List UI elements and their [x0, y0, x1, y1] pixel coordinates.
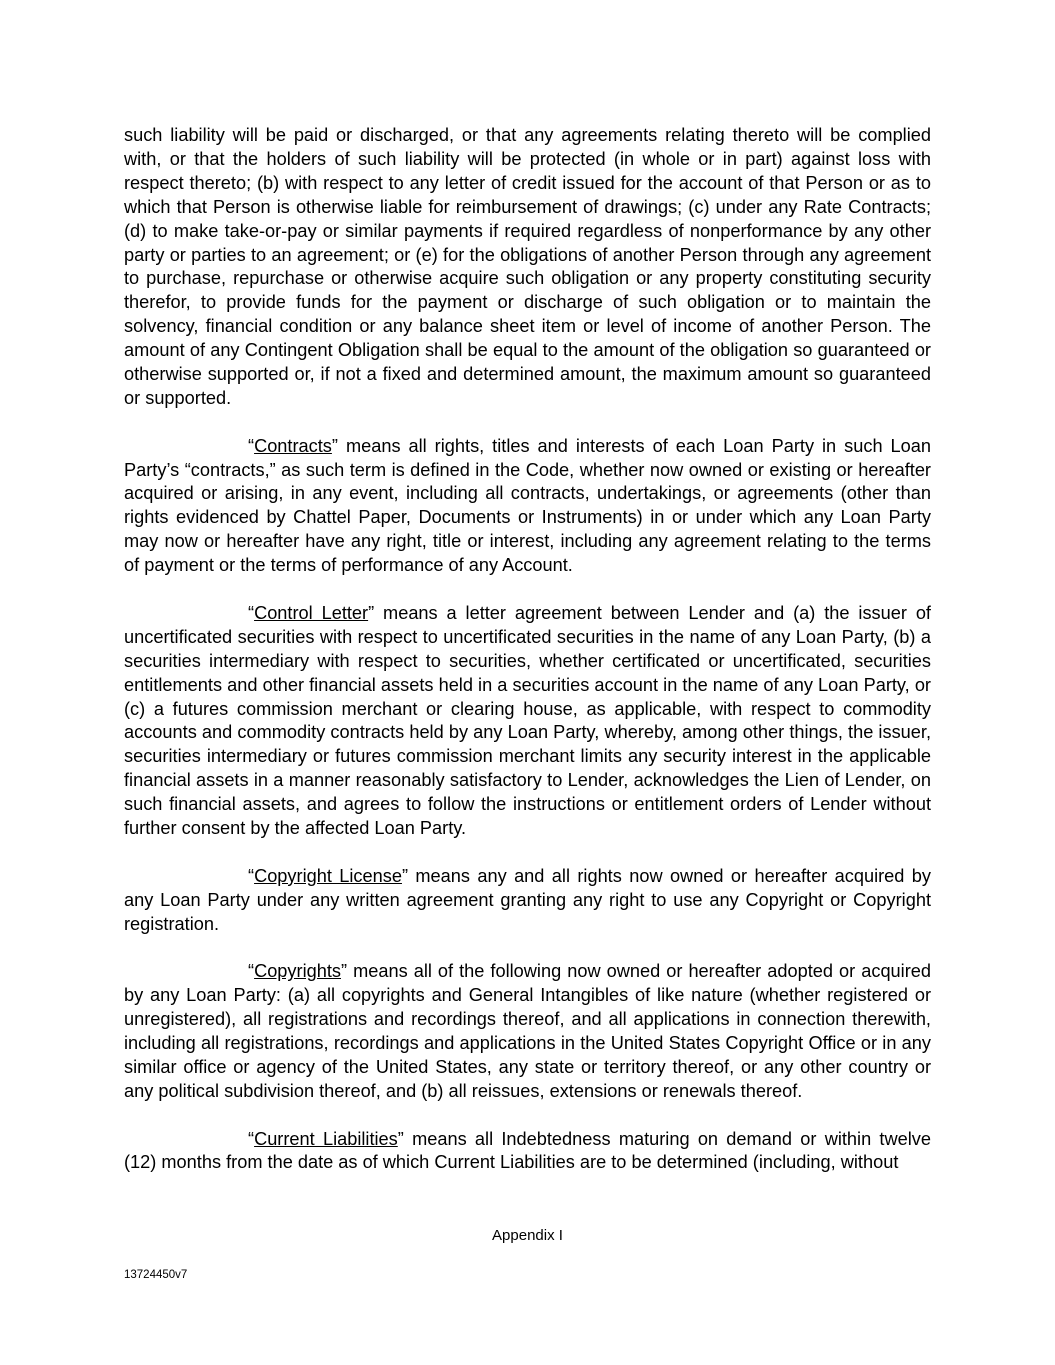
document-id: 13724450v7: [124, 1269, 188, 1281]
definition-paragraph-control-letter: [124, 602, 931, 841]
definition-text: means any and all rights now owned or hereafter acquired by any Loan Party under any written agreement granting any right to use any Copyright or Copyright registration.: [124, 865, 931, 934]
quote-open: “: [248, 1128, 255, 1149]
quote-close: ”: [401, 865, 409, 886]
continuation-paragraph: such liability will be paid or discharged, or that any agreements relating thereto will be complied with, or that the holders of such liability will be protected (in whole or in part) against loss with respect thereto; (b) with respect to any letter of credit issued for the account of that Person or as to which that Person is otherwise liable for reimbursement of drawings; (c) under any Rate Contracts; (d) to make take-or-pay or similar payments if required regardless of nonperformance by any other party or parties to an agreement; or (e) for the obligations of another Person through any agreement to purchase, repurchase or otherwise acquire such obligation or any property constituting security therefor, to provide funds for the payment or discharge of such obligation or to maintain the solvency, financial condition or any balance sheet item or level of income of another Person. The amount of any Contingent Obligation shall be equal to the amount of the obligation so guaranteed or otherwise supported or, if not a fixed and determined amount, the maximum amount so guaranteed or supported.: [124, 125, 931, 408]
definition-paragraph-copyright-license: [124, 865, 931, 937]
quote-open: “: [248, 435, 255, 456]
defined-term: Control Letter: [254, 602, 369, 623]
definition-paragraph-current-liabilities: [124, 1128, 931, 1176]
definition-paragraph-copyrights: [124, 960, 931, 1103]
defined-term: Copyright License: [254, 865, 402, 886]
definition-text: means all of the following now owned or hereafter adopted or acquired by any Loan Party: (a) all copyrights and General Intangibles of like nature (whether registered or unregistered), all registrations and recordings thereof, and all applications in connection therewith, including all registrations, recordings and applications in the United States Copyright Office or in any similar office or agency of the United States, any state or territory thereof, or any other country or any political subdivision thereof, and (b) all reissues, extensions or renewals thereof.: [124, 961, 931, 1101]
defined-term: Copyrights: [254, 961, 341, 982]
definition-text: means a letter agreement between Lender and (a) the issuer of uncertificated securities with respect to uncertificated securities in the name of any Loan Party, (b) a securities intermediary with respect to securities, whether certificated or uncertificated, securities entitlements and other financial assets held in a securities account in the name of any Loan Party, or (c) a futures commission merchant or clearing house, as applicable, with respect to commodity accounts and commodity contracts held by any Loan Party, whereby, among other things, the issuer, securities intermediary or futures commission merchant limits any security interest in the applicable financial assets in a manner reasonably satisfactory to Lender, acknowledges the Lien of Lender, on such financial assets, and agrees to follow the instructions or entitlement orders of Lender without further consent by the affected Loan Party.: [124, 602, 931, 839]
definition-text: means all rights, titles and interests of each Loan Party in such Loan Party’s “contracts,” as such term is defined in the Code, whether now owned or existing or hereafter acquired or arising, in any event, including all contracts, undertakings, or agreements (other than rights evidenced by Chattel Paper, Documents or Instruments) in or under which any Loan Party may now or hereafter have any right, title or interest, including any agreement relating to the terms of payment or the terms of performance of any Account.: [124, 435, 931, 576]
quote-close: ”: [368, 602, 375, 623]
quote-open: “: [248, 602, 255, 623]
quote-close: ”: [341, 961, 348, 982]
quote-close: ”: [331, 435, 338, 456]
definition-text: means all Indebtedness maturing on demand or within twelve (12) months from the date as of which Current Liabilities are to be determined (including, without: [124, 1128, 931, 1173]
page-footer-label: Appendix I: [492, 1227, 563, 1244]
quote-open: “: [248, 961, 255, 982]
definition-paragraph-contracts: [124, 435, 931, 578]
quote-open: “: [248, 865, 255, 886]
document-body: [124, 124, 931, 1175]
defined-term: Current Liabilities: [254, 1128, 398, 1149]
quote-close: ”: [397, 1128, 404, 1149]
defined-term: Contracts: [254, 435, 332, 456]
